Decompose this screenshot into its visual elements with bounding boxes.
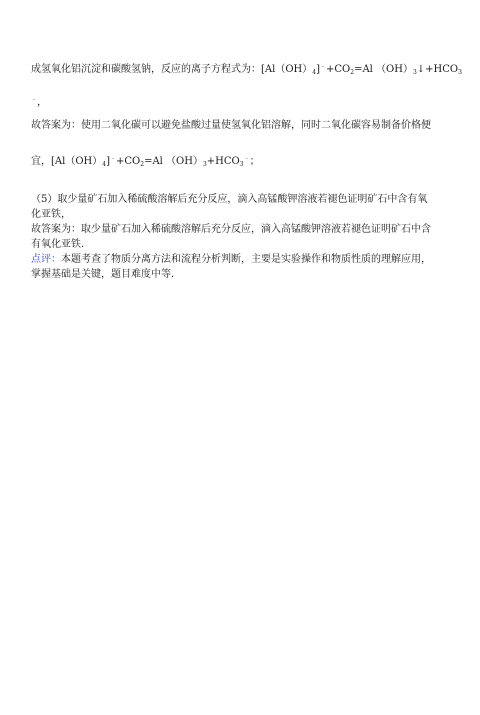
punctuation: ， bbox=[37, 97, 48, 108]
superscript: ﹣ bbox=[243, 155, 250, 162]
comment-text: 掌握基础是关键，题目难度中等． bbox=[31, 269, 181, 280]
step5-answer-text: 故答案为：取少量矿石加入稀硫酸溶解后充分反应，滴入高锰酸钾溶液若褪色证明矿石中含 bbox=[31, 224, 431, 235]
comment-line-1 bbox=[31, 253, 451, 266]
equation-text: ↓+HCO bbox=[416, 64, 459, 75]
step5-answer-text: 有氧化亚铁． bbox=[31, 239, 91, 250]
step5-text: 化亚铁， bbox=[31, 209, 71, 220]
step5-answer-line-1 bbox=[31, 223, 451, 236]
equation-text: +CO bbox=[326, 64, 351, 75]
comment-line-2 bbox=[31, 268, 451, 281]
comment-label: 点评： bbox=[31, 254, 61, 265]
answer-line-1 bbox=[31, 119, 451, 132]
subscript: 4 bbox=[102, 161, 107, 168]
answer-line-2 bbox=[31, 155, 451, 169]
superscript: ﹣ bbox=[109, 155, 116, 162]
subscript: 2 bbox=[350, 69, 355, 76]
equation-text: ] bbox=[316, 64, 320, 75]
comment-text: 本题考查了物质分离方法和流程分析判断，主要是实验操作和物质性质的理解应用， bbox=[61, 254, 431, 265]
punctuation: ； bbox=[249, 156, 260, 167]
subscript: 2 bbox=[140, 161, 145, 168]
answer-text: ] bbox=[106, 156, 110, 167]
equation-text: 成氢氧化铝沉淀和碳酸氢钠，反应的离子方程式为：[Al（OH） bbox=[31, 64, 313, 75]
subscript: 3 bbox=[458, 69, 462, 76]
equation-line-1 bbox=[31, 63, 462, 77]
subscript: 3 bbox=[412, 69, 417, 76]
superscript: ﹣ bbox=[31, 96, 38, 103]
subscript: 4 bbox=[312, 69, 317, 76]
superscript: ﹣ bbox=[319, 63, 326, 70]
answer-text: 故答案为：使用二氧化碳可以避免盐酸过量使氢氧化铝溶解，同时二氧化碳容易制备价格便 bbox=[31, 120, 431, 131]
equation-line-1-cont bbox=[31, 96, 451, 110]
step5-answer-line-2 bbox=[31, 238, 451, 251]
equation-text: =Al （OH） bbox=[354, 64, 413, 75]
subscript: 3 bbox=[202, 161, 207, 168]
step5-line-2 bbox=[31, 208, 451, 221]
subscript: 3 bbox=[239, 161, 244, 168]
answer-text: 宜，[Al（OH） bbox=[31, 156, 103, 167]
answer-text: +HCO bbox=[206, 156, 240, 167]
answer-text: =Al （OH） bbox=[144, 156, 203, 167]
step5-text: （5）取少量矿石加入稀硫酸溶解后充分反应，滴入高锰酸钾溶液若褪色证明矿石中含有氧 bbox=[31, 194, 428, 205]
answer-text: +CO bbox=[116, 156, 141, 167]
step5-line-1 bbox=[31, 193, 451, 206]
